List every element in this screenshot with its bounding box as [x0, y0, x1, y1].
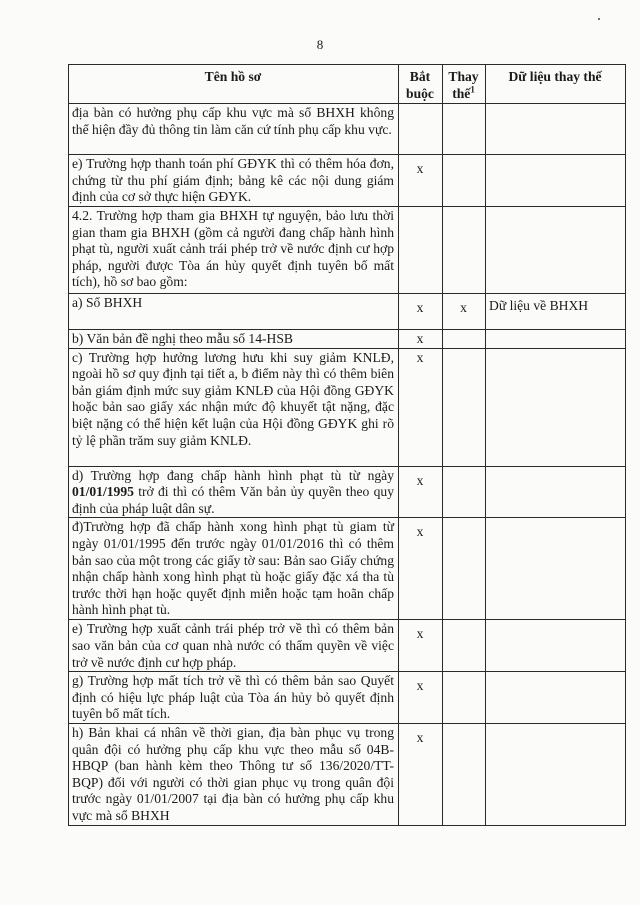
- scan-speck: [598, 18, 600, 20]
- replace-data: [486, 518, 626, 620]
- replace-mark: [443, 466, 486, 518]
- table-row: [69, 672, 626, 724]
- table-header-row: [69, 65, 626, 104]
- table-row: [69, 155, 626, 207]
- replace-mark: [443, 518, 486, 620]
- replace-mark: [443, 330, 486, 349]
- header-required: Bắt buộc: [399, 65, 443, 104]
- required-mark: [399, 207, 443, 294]
- required-mark: x: [399, 672, 443, 724]
- replace-mark: [443, 104, 486, 155]
- required-mark: x: [399, 294, 443, 330]
- replace-data: [486, 466, 626, 518]
- replace-mark: [443, 348, 486, 466]
- record-name: 4.2. Trường hợp tham gia BHXH tự nguyện, bảo lưu thời gian tham gia BHXH (gồm cả người đang chấp hành hình phạt tù, người xuất cảnh trái phép trở về nước định cư hợp pháp, người được Tòa án hủy quyết định tuyên bố mất tích), hồ sơ bao gồm:: [69, 207, 399, 294]
- required-mark: x: [399, 330, 443, 349]
- record-name: địa bàn có hưởng phụ cấp khu vực mà sổ BHXH không thể hiện đầy đủ thông tin làm căn cứ tính phụ cấp khu vực.: [69, 104, 399, 155]
- replace-data: [486, 330, 626, 349]
- replace-mark: x: [443, 294, 486, 330]
- replace-data: [486, 207, 626, 294]
- highlighted-date: 01/01/1995: [72, 484, 134, 500]
- replace-data: [486, 723, 626, 825]
- replace-data: [486, 348, 626, 466]
- header-record-name: Tên hồ sơ: [69, 65, 399, 104]
- table-row: [69, 466, 626, 518]
- required-mark: x: [399, 518, 443, 620]
- required-mark: x: [399, 348, 443, 466]
- replace-data: Dữ liệu về BHXH: [486, 294, 626, 330]
- record-name: g) Trường hợp mất tích trở về thì có thêm bản sao Quyết định có hiệu lực pháp luật của Tòa án hủy bỏ quyết định tuyên bố mất tích.: [69, 672, 399, 724]
- replace-mark: [443, 155, 486, 207]
- table-row: [69, 620, 626, 672]
- header-replace-data: Dữ liệu thay thế: [486, 65, 626, 104]
- replace-data: [486, 620, 626, 672]
- record-name: c) Trường hợp hưởng lương hưu khi suy giảm KNLĐ, ngoài hồ sơ quy định tại tiết a, b điểm này thì có thêm biên bản giám định mức suy giảm KNLĐ của Hội đồng GĐYK hoặc bản sao giấy xác nhận mức độ khuyết tật nặng, đặc biệt nặng có thể hiện kết luận của Hội đồng GĐYK ghi rõ tỷ lệ phần trăm suy giảm KNLĐ.: [69, 348, 399, 466]
- required-mark: x: [399, 466, 443, 518]
- replace-mark: [443, 620, 486, 672]
- record-name: e) Trường hợp thanh toán phí GĐYK thì có thêm hóa đơn, chứng từ thu phí giám định; bảng kê các nội dung giám định của cơ sở thực hiện GĐYK.: [69, 155, 399, 207]
- required-mark: x: [399, 620, 443, 672]
- replace-mark: [443, 207, 486, 294]
- record-name: h) Bản khai cá nhân về thời gian, địa bàn phục vụ trong quân đội có hưởng phụ cấp khu vực theo mẫu số 04B-HBQP (ban hành kèm theo Thông tư số 136/2020/TT-BQP) đối với người có thời gian phục vụ trong quân đội trước ngày 01/01/2007 tại địa bàn có hưởng phụ cấp khu vực mà sổ BHXH: [69, 723, 399, 825]
- record-name: d) Trường hợp đang chấp hành hình phạt tù từ ngày 01/01/1995 trở đi thì có thêm Văn bản ủy quyền theo quy định của pháp luật dân sự.: [69, 466, 399, 518]
- table-row: [69, 723, 626, 825]
- table-row: [69, 348, 626, 466]
- header-replace: Thay thế$^1$: [443, 65, 486, 104]
- replace-data: [486, 104, 626, 155]
- required-mark: x: [399, 723, 443, 825]
- table-row: [69, 330, 626, 349]
- record-name: đ)Trường hợp đã chấp hành xong hình phạt tù giam từ ngày 01/01/1995 đến trước ngày 01/01/2016 thì có thêm bản sao của một trong các giấy tờ sau: Bản sao Giấy chứng nhận chấp hành xong hình phạt tù hoặc giấy đặc xá tha tù trước thời hạn hoặc quyết định miễn hoặc tạm hoãn chấp hành hình phạt tù.: [69, 518, 399, 620]
- table-row: [69, 207, 626, 294]
- required-mark: x: [399, 155, 443, 207]
- page-number: 8: [316, 37, 324, 52]
- replace-mark: [443, 672, 486, 724]
- replace-mark: [443, 723, 486, 825]
- replace-data: [486, 155, 626, 207]
- record-name: b) Văn bản đề nghị theo mẫu số 14-HSB: [69, 330, 399, 349]
- table-row: [69, 518, 626, 620]
- table-row: [69, 294, 626, 330]
- table-row: [69, 104, 626, 155]
- replace-data: [486, 672, 626, 724]
- record-name: a) Sổ BHXH: [69, 294, 399, 330]
- records-table: [68, 64, 625, 826]
- record-name: e) Trường hợp xuất cảnh trái phép trở về thì có thêm bản sao văn bản của cơ quan nhà nước có thẩm quyền về việc trở về nước định cư hợp pháp.: [69, 620, 399, 672]
- required-mark: [399, 104, 443, 155]
